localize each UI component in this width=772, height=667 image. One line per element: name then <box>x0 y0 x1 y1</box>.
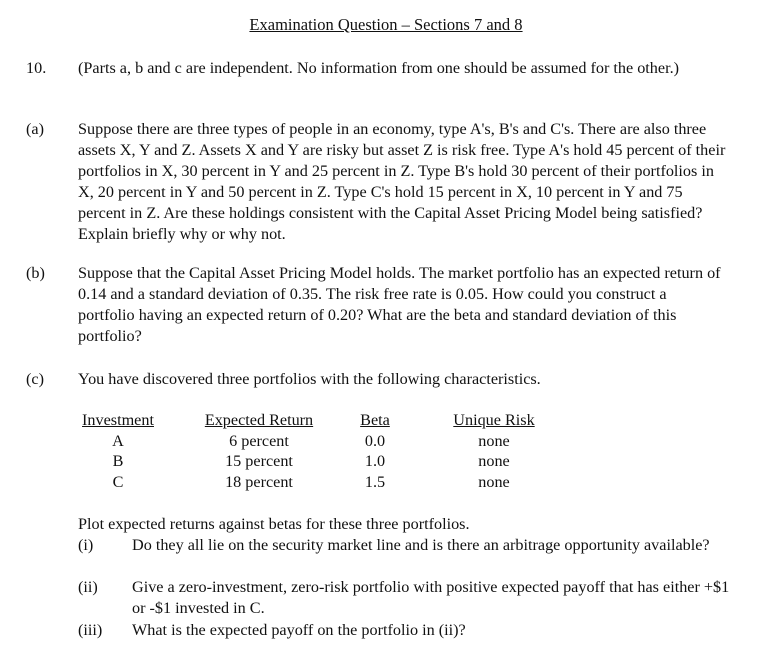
cell-beta: 1.0 <box>364 452 386 470</box>
table-row <box>78 431 564 452</box>
cell-investment: C <box>112 472 124 491</box>
part-b-label: (b) <box>26 264 45 282</box>
table-row <box>78 451 564 472</box>
header-investment: Investment <box>82 411 154 429</box>
cell-expected-return: 15 percent <box>225 452 293 470</box>
plot-instruction: Plot expected returns against betas for these three portfolios. <box>78 515 470 533</box>
cell-investment: B <box>112 452 124 470</box>
part-a-text: Suppose there are three types of people in an economy, type A's, B's and C's. There are also three assets X, Y and Z. Assets X and Y are risky but asset Z is risk free. Type A's hold 45 percent of their portfolios in X, 30 percent in Y and 25 percent in Z. Type B's hold 30 percent of their portfolios in X, 20 percent in Y and 50 percent in Z. Type C's hold 15 percent in X, 10 percent in Y and 75 percent in Z. Are these holdings consistent with the Capital Asset Pricing Model being satisfied? Explain briefly why or why not. <box>78 120 726 243</box>
part-a-label: (a) <box>26 120 44 138</box>
subpart-iii-text: What is the expected payoff on the portfolio in (ii)? <box>132 621 466 639</box>
subpart-iii-label: (iii) <box>78 621 103 639</box>
cell-expected-return: 6 percent <box>229 431 289 450</box>
question-intro: (Parts a, b and c are independent. No information from one should be assumed for the other.) <box>78 59 680 77</box>
subpart-i-text: Do they all lie on the security market line and is there an arbitrage opportunity available? <box>132 536 710 554</box>
cell-unique-risk: none <box>478 431 510 450</box>
header-unique-risk: Unique Risk <box>453 411 535 429</box>
table-header-row <box>78 410 564 431</box>
subpart-ii-label: (ii) <box>78 578 98 596</box>
cell-unique-risk: none <box>478 472 510 491</box>
header-beta: Beta <box>360 411 390 429</box>
cell-beta: 1.5 <box>364 472 386 491</box>
table-row <box>78 472 564 493</box>
part-b-text: Suppose that the Capital Asset Pricing Model holds. The market portfolio has an expected return of 0.14 and a standard deviation of 0.35. The risk free rate is 0.05. How could you construct a portfolio having an expected return of 0.20? What are the beta and standard deviation of this portfolio? <box>78 264 721 345</box>
subpart-i-label: (i) <box>78 536 94 554</box>
part-c-text: You have discovered three portfolios with the following characteristics. <box>78 370 541 388</box>
cell-investment: A <box>112 431 124 450</box>
cell-expected-return: 18 percent <box>225 472 293 491</box>
page-title: Examination Question – Sections 7 and 8 <box>249 15 523 34</box>
cell-unique-risk: none <box>478 452 510 470</box>
cell-beta: 0.0 <box>364 431 386 450</box>
question-number: 10. <box>26 59 47 77</box>
portfolio-table <box>78 410 564 492</box>
part-c-label: (c) <box>26 370 44 388</box>
header-expected-return: Expected Return <box>204 411 314 429</box>
subpart-ii-text: Give a zero-investment, zero-risk portfolio with positive expected payoff that has either +$1 or -$1 invested in C. <box>132 578 730 617</box>
